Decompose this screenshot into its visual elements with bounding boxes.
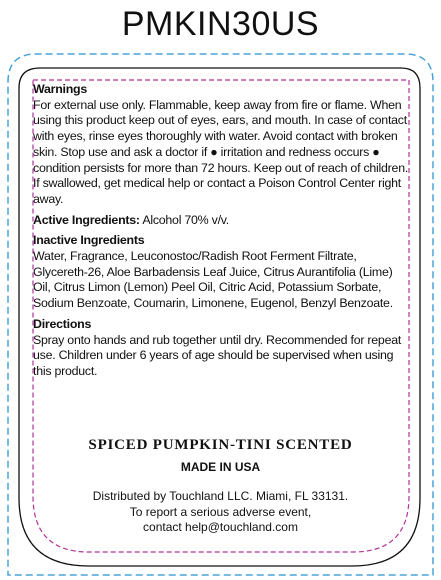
- active-ingredients-label: Active Ingredients:: [33, 212, 140, 227]
- directions-heading: Directions: [33, 316, 92, 331]
- warnings-heading: Warnings: [33, 82, 87, 96]
- directions-text: Spray onto hands and rub together until dry. Recommended for repeat use. Children under 6 years of age should be supervised when using this product.: [33, 332, 402, 378]
- drug-facts-panel: [33, 82, 409, 380]
- distributor-line-1: Distributed by Touchland LLC. Miami, FL 33131.: [92, 489, 349, 503]
- made-in-label: MADE IN USA: [180, 460, 261, 474]
- inactive-ingredients-text: Water, Fragrance, Leuconostoc/Radish Root Ferment Filtrate, Glycereth-26, Aloe Barbadensis Leaf Juice, Citrus Aurantifolia (Lime) Oil, Citrus Limon (Lemon) Peel Oil, Citric Acid, Potassium Sorbate, Sodium Benzoate, Coumarin, Limonene, Eugenol, Benzyl Benzoate.: [33, 249, 393, 311]
- distributor-line-3: contact help@touchland.com: [143, 520, 298, 534]
- sku-code: PMKIN30US: [121, 5, 320, 43]
- inactive-ingredients-heading: Inactive Ingredients: [33, 233, 145, 248]
- distributor-line-2: To report a serious adverse event,: [129, 504, 312, 519]
- scent-name: SPICED PUMPKIN-TINI SCENTED: [88, 437, 353, 453]
- active-ingredients-value: Alcohol 70% v/v.: [142, 212, 229, 227]
- distributor-info: [0, 489, 441, 536]
- active-ingredients: [33, 213, 409, 229]
- warnings-text: For external use only. Flammable, keep away from fire or flame. When using this product keep out of eyes, ears, and mouth. In case of contact with eyes, rinse eyes thoroughly with water. Avoid contact with broken skin. Stop use and ask a doctor if ● irritation and redness occurs ● condition persists for more than 72 hours. Keep out of reach of children. If swallowed, get medical help or contact a Poison Control Center right away.: [33, 97, 409, 206]
